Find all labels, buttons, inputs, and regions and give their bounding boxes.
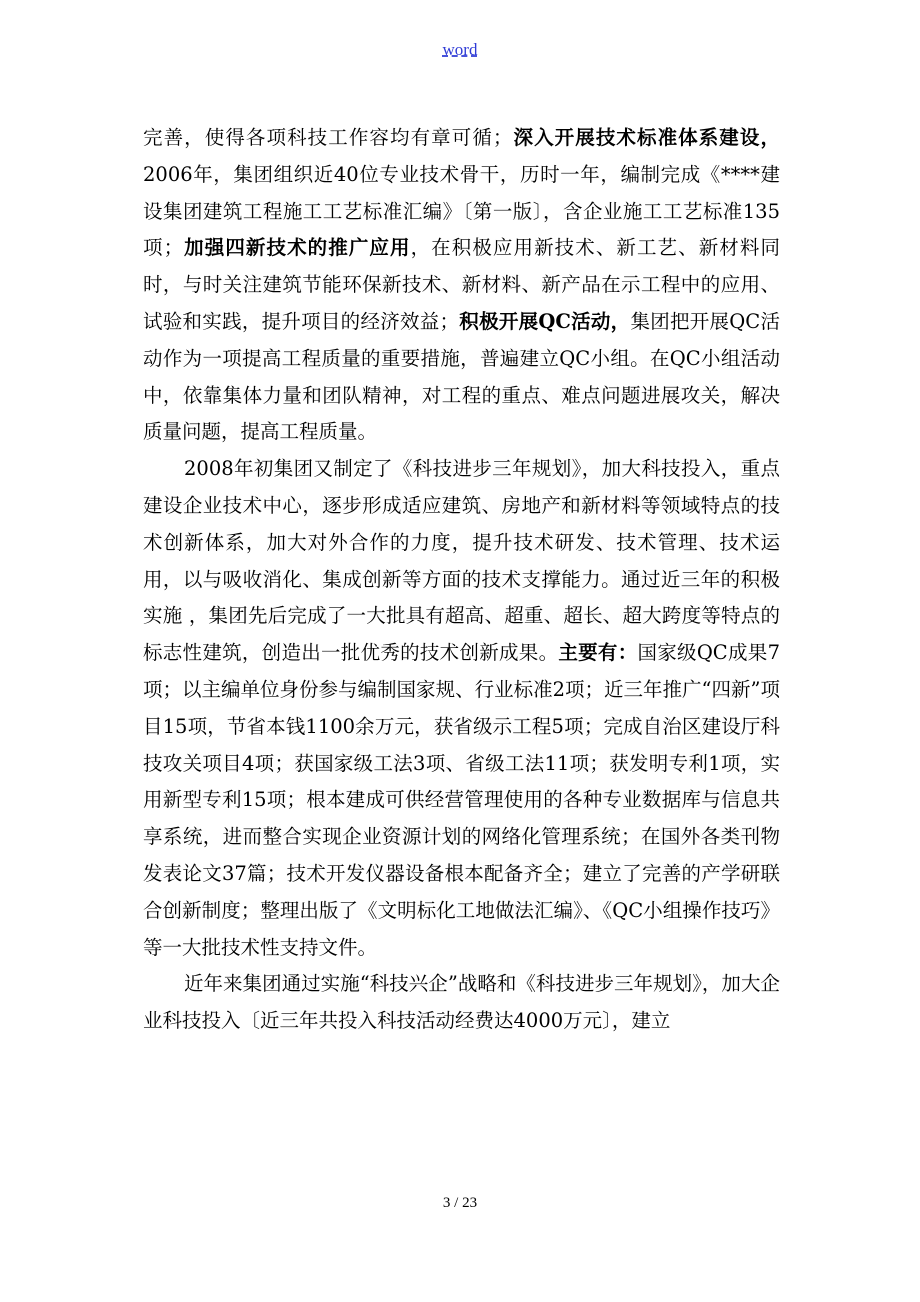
bold-heading-qc-activities: 积极开展QC活动， (459, 309, 631, 333)
text-segment: 集团把开展QC活动作为一项提高工程质量的重要措施，普遍建立QC小组。在QC小组活动中，依靠集体力量和团队精神，对工程的重点、难点问题进展攻关，解决质量问题，提高工程质量。 (143, 309, 780, 444)
text-segment: 近年来集团通过实施“科技兴企”战略和《科技进步三年规划》，加大企业科技投入〔近三年共投入科技活动经费达4000万元〕，建立 (143, 972, 780, 1033)
page-number: 3 / 23 (442, 1195, 478, 1211)
bold-heading-technical-standards: 深入开展技术标准体系建设， (512, 126, 780, 149)
text-segment: 国家级QC成果7项；以主编单位身份参与编制国家规、行业标准2项；近三年推广“四新”项目15项，节省本钱1100余万元，获省级示工程5项；完成自治区建设厅科技攻关项目4项；获国家级工法3项、省级工法11项；获发明专利1项，实用新型专利15项；根本建成可供经营管理使用的各种专业数据库与信息共享系统，进而整合实现企业资源计划的网络化管理系统；在国外各类刊物发表论文37篇；技术开发仪器设备根本配备齐全；建立了完善的产学研联合创新制度；整理出版了《文明标化工地做法汇编》、《QC小组操作技巧》等一大批技术性支持文件。 (143, 641, 780, 959)
paragraph-1 (143, 120, 780, 451)
paragraph-2 (143, 451, 780, 966)
text-segment: ，在积极应用新技术、新工艺、新材料同时，与时关注建筑节能环保新技术、新材料、新产品在示工程中的应用、试验和实践，提升项目的经济效益； (143, 236, 780, 333)
text-segment: 2006年，集团组织近40位专业技术骨干，历时一年，编制完成《****建设集团建筑工程施工工艺标准汇编》〔第一版〕，含企业施工工艺标准135项； (143, 162, 780, 260)
bold-heading-four-new-technologies: 加强四新技术的推广应用 (183, 236, 411, 260)
document-body (143, 120, 780, 1040)
header-word-link[interactable]: word (442, 40, 478, 59)
text-segment: 完善，使得各项科技工作容均有章可循； (143, 126, 513, 149)
bold-heading-main-achievements: 主要有： (558, 641, 638, 665)
paragraph-3 (143, 966, 780, 1040)
text-segment: 2008年初集团又制定了《科技进步三年规划》，加大科技投入，重点建设企业技术中心，逐步形成适应建筑、房地产和新材料等领域特点的技术创新体系，加大对外合作的力度，提升技术研发、技术管理、技术运用，以与吸收消化、集成创新等方面的技术支撑能力。通过近三年的积极实施 ，集团先后完成了一大批具有超高、超重、超长、超大跨度等特点的标志性建筑，创造出一批优秀的技术创新成果。 (143, 457, 780, 665)
